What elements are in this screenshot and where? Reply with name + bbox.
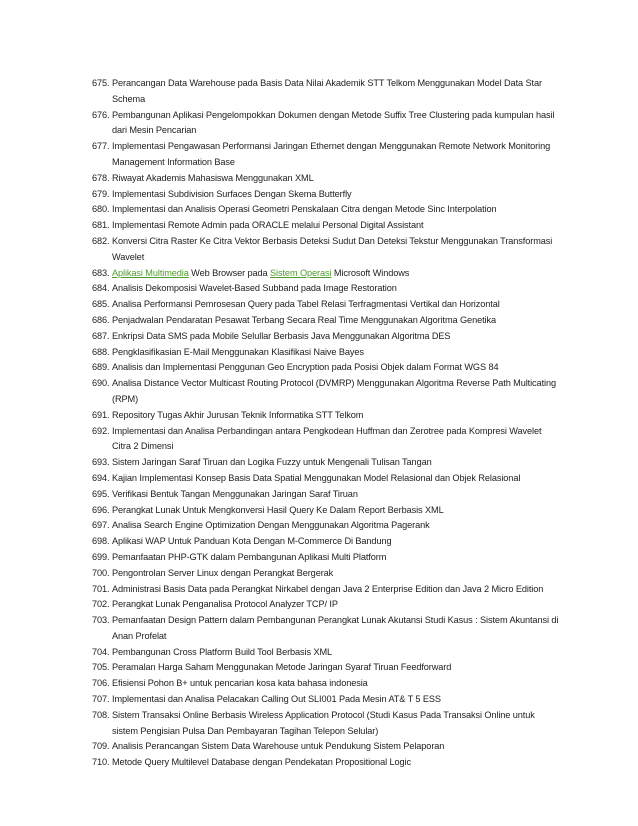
list-item	[92, 281, 562, 297]
list-item	[92, 345, 562, 361]
item-title	[112, 599, 338, 609]
item-number: 680.	[92, 204, 110, 215]
list-item	[92, 313, 562, 329]
item-title	[112, 236, 552, 262]
item-number: 698.	[92, 536, 110, 547]
item-number: 709.	[92, 741, 110, 752]
item-number: 707.	[92, 694, 110, 705]
item-title	[112, 473, 520, 483]
item-link[interactable]: Sistem Operasi	[270, 267, 332, 278]
list-item	[92, 108, 562, 140]
item-title	[112, 410, 363, 420]
item-title	[112, 615, 558, 641]
item-text: Implementasi dan Analisis Operasi Geometri Penskalaan Citra dengan Metode Sinc Interpolation	[112, 204, 497, 215]
item-number: 691.	[92, 409, 110, 420]
item-number: 690.	[92, 378, 110, 389]
item-text: Analisa Distance Vector Multicast Routing Protocol (DVMRP) Menggunakan Algoritma Reverse Path Multicating (RPM)	[112, 378, 556, 404]
item-number: 684.	[92, 283, 110, 294]
list-item	[92, 518, 562, 534]
list-item	[92, 708, 562, 740]
item-number: 699.	[92, 551, 110, 562]
item-title	[112, 647, 332, 657]
item-text: Perancangan Data Warehouse pada Basis Data Nilai Akademik STT Telkom Menggunakan Model Data Star Schema	[112, 78, 542, 104]
list-item	[92, 297, 562, 313]
item-number: 675.	[92, 78, 110, 88]
item-title	[112, 378, 556, 404]
list-item	[92, 329, 562, 345]
item-title	[112, 315, 496, 325]
item-number: 705.	[92, 662, 110, 673]
item-number: 695.	[92, 488, 110, 499]
list-item	[92, 613, 562, 645]
item-title	[112, 268, 409, 278]
list-item	[92, 360, 562, 376]
list-item	[92, 487, 562, 503]
item-text: Peramalan Harga Saham Menggunakan Metode Jaringan Syaraf Tiruan Feedforward	[112, 662, 452, 673]
item-text: Analisis dan Implementasi Penggunan Geo Encryption pada Posisi Objek dalam Format WGS 84	[112, 362, 499, 373]
item-number: 700.	[92, 567, 110, 578]
item-title	[112, 299, 500, 309]
item-text: Pembangunan Aplikasi Pengelompokkan Dokumen dengan Metode Suffix Tree Clustering pada kumpulan hasil dari Mesin Pencarian	[112, 109, 555, 136]
list-item	[92, 582, 562, 598]
item-text: Metode Query Multilevel Database dengan Pendekatan Propositional Logic	[112, 757, 411, 768]
list-item	[92, 503, 562, 519]
item-title	[112, 520, 430, 530]
item-title	[112, 757, 411, 767]
item-title	[112, 694, 441, 704]
item-text: Analisa Search Engine Optimization Dengan Menggunakan Algoritma Pagerank	[112, 520, 430, 531]
item-number: 693.	[92, 457, 110, 468]
item-text: Perangkat Lunak Penganalisa Protocol Analyzer TCP/ IP	[112, 599, 338, 610]
list-item	[92, 76, 562, 108]
item-text: Implementasi Remote Admin pada ORACLE melalui Personal Digital Assistant	[112, 220, 424, 231]
item-text: Analisis Perancangan Sistem Data Warehouse untuk Pendukung Sistem Pelaporan	[112, 741, 445, 752]
item-number: 685.	[92, 299, 110, 310]
item-number: 704.	[92, 646, 110, 657]
item-number: 676.	[92, 109, 110, 120]
item-number: 678.	[92, 172, 110, 183]
item-text: Implementasi dan Analisa Pelacakan Calling Out SLI001 Pada Mesin AT& T 5 ESS	[112, 694, 441, 705]
item-number: 681.	[92, 220, 110, 231]
item-number: 689.	[92, 362, 110, 373]
item-title	[112, 457, 432, 467]
item-text: Analisa Performansi Pemrosesan Query pada Tabel Relasi Terfragmentasi Vertikal dan Horizontal	[112, 299, 500, 310]
item-text: Konversi Citra Raster Ke Citra Vektor Berbasis Deteksi Sudut Dan Deteksi Tekstur Menggunakan Transformasi Wavelet	[112, 235, 553, 262]
item-number: 686.	[92, 314, 110, 325]
item-text: Pembangunan Cross Platform Build Tool Berbasis XML	[112, 646, 333, 657]
item-number: 677.	[92, 141, 110, 152]
item-text: Pemanfaatan PHP-GTK dalam Pembangunan Aplikasi Multi Platform	[112, 551, 387, 562]
item-title	[112, 331, 450, 341]
item-text: Kajian Implementasi Konsep Basis Data Spatial Menggunakan Model Relasional dan Objek Relasional	[112, 472, 521, 483]
item-text: Pemanfaatan Design Pattern dalam Pembangunan Perangkat Lunak Akutansi Studi Kasus : Sistem Akuntansi di Anan Profelat	[112, 615, 559, 641]
item-text: Enkripsi Data SMS pada Mobile Selullar Berbasis Java Menggunakan Algoritma DES	[112, 330, 451, 341]
item-title	[112, 426, 541, 452]
item-title	[112, 204, 497, 214]
item-text: Pengklasifikasian E-Mail Menggunakan Klasifikasi Naive Bayes	[112, 346, 364, 357]
list-item	[92, 471, 562, 487]
list-item	[92, 550, 562, 566]
document-list	[92, 76, 562, 771]
list-item	[92, 202, 562, 218]
item-number: 682.	[92, 235, 110, 246]
item-title	[112, 489, 358, 499]
item-text: Web Browser pada	[188, 267, 271, 278]
item-number: 703.	[92, 615, 110, 626]
item-title	[112, 536, 391, 546]
item-number: 694.	[92, 472, 110, 483]
item-text: Aplikasi WAP Untuk Panduan Kota Dengan M-Commerce Di Bandung	[112, 536, 392, 547]
item-text: Efisiensi Pohon B+ untuk pencarian kosa kata bahasa indonesia	[112, 678, 368, 689]
item-title	[112, 347, 364, 357]
list-item	[92, 739, 562, 755]
list-item	[92, 455, 562, 471]
item-title	[112, 505, 444, 515]
item-number: 696.	[92, 504, 110, 515]
item-number: 706.	[92, 678, 110, 689]
item-title	[112, 173, 314, 183]
list-item	[92, 534, 562, 550]
list-item	[92, 660, 562, 676]
item-title	[112, 78, 542, 104]
item-text: Implementasi Subdivision Surfaces Dengan Skema Butterfly	[112, 188, 352, 199]
item-title	[112, 283, 397, 293]
item-text: Analisis Dekomposisi Wavelet-Based Subband pada Image Restoration	[112, 283, 397, 294]
item-number: 702.	[92, 599, 110, 610]
list-item	[92, 234, 562, 266]
item-number: 683.	[92, 267, 110, 278]
item-title	[112, 220, 423, 230]
item-title	[112, 710, 535, 736]
item-title	[112, 678, 368, 688]
item-number: 688.	[92, 346, 110, 357]
item-title	[112, 584, 543, 594]
list-item	[92, 566, 562, 582]
list-item	[92, 139, 562, 171]
item-text: Pengontrolan Server Linux dengan Perangkat Bergerak	[112, 567, 334, 578]
item-text: Microsoft Windows	[331, 267, 410, 278]
item-text: Perangkat Lunak Untuk Mengkonversi Hasil Query Ke Dalam Report Berbasis XML	[112, 504, 444, 515]
list-item	[92, 424, 562, 456]
list-item	[92, 645, 562, 661]
item-title	[112, 141, 550, 167]
item-text: Sistem Transaksi Online Berbasis Wireless Application Protocol (Studi Kasus Pada Transaksi Online untuk sistem Pengisian Pulsa Dan Pembayaran Tagihan Telepon Selular)	[112, 709, 535, 736]
item-number: 701.	[92, 583, 110, 594]
item-title	[112, 662, 451, 672]
item-text: Riwayat Akademis Mahasiswa Menggunakan XML	[112, 172, 314, 183]
item-link[interactable]: Aplikasi Multimedia	[112, 267, 189, 278]
item-number: 710.	[92, 757, 110, 768]
item-title	[112, 362, 498, 372]
list-item	[92, 692, 562, 708]
item-text: Verifikasi Bentuk Tangan Menggunakan Jaringan Saraf Tiruan	[112, 488, 358, 499]
item-text: Repository Tugas Akhir Jurusan Teknik Informatika STT Telkom	[112, 409, 364, 420]
list-item	[92, 408, 562, 424]
item-title	[112, 189, 352, 199]
item-text: Administrasi Basis Data pada Perangkat Nirkabel dengan Java 2 Enterprise Edition dan Java 2 Micro Edition	[112, 583, 544, 594]
list-item	[92, 187, 562, 203]
item-number: 679.	[92, 188, 110, 199]
item-title	[112, 741, 444, 751]
item-title	[112, 568, 333, 578]
item-text: Penjadwalan Pendaratan Pesawat Terbang Secara Real Time Menggunakan Algoritma Genetika	[112, 314, 496, 325]
item-title	[112, 110, 554, 136]
list-item	[92, 171, 562, 187]
list-item	[92, 755, 562, 771]
item-number: 708.	[92, 709, 110, 720]
item-text: Implementasi Pengawasan Performansi Jaringan Ethernet dengan Menggunakan Remote Network Monitoring Management Information Base	[112, 141, 551, 167]
item-number: 697.	[92, 520, 110, 531]
list-item	[92, 376, 562, 408]
list-item	[92, 218, 562, 234]
list-item	[92, 266, 562, 282]
item-title	[112, 552, 386, 562]
item-number: 692.	[92, 425, 110, 436]
list-item	[92, 676, 562, 692]
item-number: 687.	[92, 330, 110, 341]
item-text: Sistem Jaringan Saraf Tiruan dan Logika Fuzzy untuk Mengenali Tulisan Tangan	[112, 457, 432, 468]
item-text: Implementasi dan Analisa Perbandingan antara Pengkodean Huffman dan Zerotree pada Kompresi Wavelet Citra 2 Dimensi	[112, 425, 542, 452]
list-item	[92, 597, 562, 613]
